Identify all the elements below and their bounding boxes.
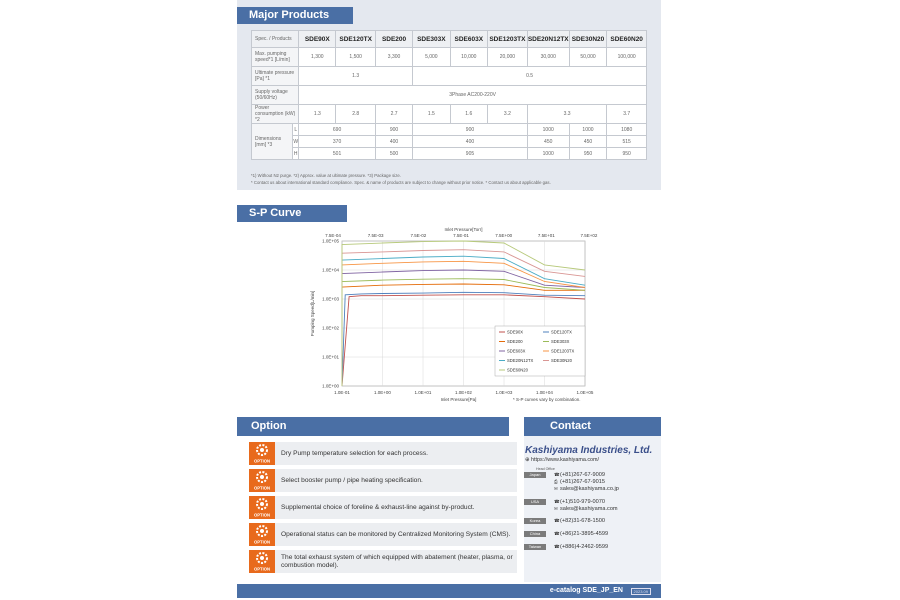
x-tick-label: 1.0E+03 [495,390,513,395]
option-badge-label: OPTION [253,512,271,518]
region-tag-japan: Japan [524,472,546,478]
taiwan-tel-number: (+886)4-2462-9599 [560,544,609,550]
speed-cell: 10,000 [450,48,487,67]
option-text: Operational status can be monitored by Centralized Monitoring System (CMS). [281,530,511,538]
option-badge [249,469,275,492]
top-tick-label: 7.5E+00 [495,233,513,238]
contact-panel [524,417,661,582]
y-tick-label: 1.0E+04 [322,267,339,273]
option-item [249,496,517,519]
products-spec-table [251,30,647,160]
dim-key: H [293,148,299,160]
top-axis-label: Inlet Pressure[Torr] [444,227,483,232]
top-tick-label: 7.5E-01 [453,233,469,238]
korea-tel [554,518,605,524]
option-item [249,550,517,573]
gear-icon [249,496,275,519]
x-tick-label: 1.0E+04 [536,390,553,395]
pressure-label: Ultimate pressure [Pa] *1 [252,67,299,86]
option-heading: Option [237,417,509,436]
gear-icon [249,442,275,465]
chart-note: * S-P curves vary by combination. [513,397,581,402]
power-cell: 3.3 [527,105,607,124]
region-tag-korea: Korea [524,518,546,524]
model-header: SDE90X [299,31,336,48]
dim-key: W [293,136,299,148]
gear-icon [249,550,275,573]
dimensions-label: Dimensions [mm] *3 [252,124,293,160]
dim-cell: 515 [607,136,647,148]
power-label: Power consumption (kW) *2 [252,105,299,124]
option-badge [249,442,275,465]
top-tick-label: 7.5E-04 [325,233,341,238]
dim-cell: 900 [413,124,528,136]
legend-label: SDE30N20 [551,358,572,363]
power-cell: 2.8 [336,105,376,124]
top-tick-label: 7.5E-02 [410,233,427,238]
sp-curve-chart [237,190,661,415]
dim-cell: 690 [299,124,376,136]
y-tick-label: 1.0E+05 [322,238,339,244]
korea-tel-number: (+82)31-678-1500 [560,518,605,524]
japan-mail-address[interactable]: sales@kashiyama.co.jp [560,486,619,492]
y-tick-label: 1.0E+03 [322,296,339,302]
speed-cell: 3,300 [375,48,412,67]
footer-bar [237,584,661,598]
major-products-section [237,0,661,190]
x-axis-label: Inlet Pressure[Pa] [440,397,477,402]
table-note-1: *1) Without N2 purge. *2) Approx. value at ultimate pressure. *3) Package size. [251,173,401,178]
catalog-page [237,0,661,600]
catalog-date: 2023.09 [631,588,651,595]
dim-key: L [293,124,299,136]
option-badge [249,496,275,519]
power-cell: 3.2 [488,105,528,124]
japan-mail[interactable] [554,486,619,492]
dim-cell: 400 [413,136,528,148]
dim-cell: 1000 [527,124,569,136]
option-text: Dry Pump temperature selection for each process. [281,449,428,457]
region-tag-china: China [524,531,546,537]
power-cell: 2.7 [375,105,412,124]
voltage-label: Supply voltage (50/60Hz) [252,86,299,105]
phone-icon: ☎ [554,544,560,549]
pressure-cell: 0.5 [413,67,647,86]
option-badge-label: OPTION [253,566,271,572]
power-cell: 1.5 [413,105,450,124]
legend-label: SDE200 [507,339,523,344]
speed-cell: 50,000 [569,48,607,67]
dim-cell: 950 [569,148,607,160]
phone-icon: ☎ [554,499,560,504]
x-tick-label: 1.0E+00 [374,390,391,395]
y-tick-label: 1.0E+01 [322,354,339,360]
region-tag-taiwan: Taiwan [524,544,546,550]
major-products-heading: Major Products [237,7,353,24]
pressure-cell: 1.3 [299,67,413,86]
y-tick-label: 1.0E+02 [322,325,339,331]
option-item [249,523,517,546]
model-header: SDE303X [413,31,450,48]
usa-mail[interactable] [554,506,618,512]
x-tick-label: 1.0E+02 [455,390,472,395]
website-url[interactable]: https://www.kashiyama.com/ [531,457,600,463]
model-header: SDE20N12TX [527,31,569,48]
gear-icon [249,469,275,492]
option-badge-label: OPTION [253,458,271,464]
power-cell: 3.7 [607,105,647,124]
option-item [249,442,517,465]
contact-heading: Contact [524,417,661,436]
x-tick-label: 1.0E+05 [576,390,594,395]
speed-cell: 20,000 [488,48,528,67]
gear-icon [249,523,275,546]
dim-cell: 950 [607,148,647,160]
dim-cell: 1080 [607,124,647,136]
legend-label: SDE120TX [551,329,572,335]
power-cell: 1.3 [299,105,336,124]
catalog-name: e-catalog SDE_JP_EN [549,587,623,594]
option-badge-label: OPTION [253,485,271,491]
usa-tel-number: (+1)510-979-0070 [560,499,605,505]
table-note-2: * Contact us about international standard compliance. Spec. & name of products are subject to change without prior notice. * Contact us about applicable gas. [251,180,551,185]
sp-curve-heading: S-P Curve [237,205,347,222]
option-badge-label: OPTION [253,539,271,545]
company-website[interactable] [525,457,599,463]
legend-label: SDE303X [551,339,570,344]
option-badge [249,550,275,573]
legend-label: SDE603X [507,348,526,354]
legend-label: SDE90X [507,329,524,335]
japan-tel-number: (+81)267-67-9009 [560,472,605,478]
model-header: SDE1203TX [488,31,528,48]
taiwan-tel [554,544,608,550]
japan-fax [554,479,605,485]
region-tag-usa: USA [524,499,546,505]
dim-cell: 1000 [527,148,569,160]
dim-cell: 501 [299,148,376,160]
china-tel [554,531,608,537]
dim-cell: 900 [375,124,412,136]
phone-icon: ☎ [554,518,560,523]
speed-cell: 100,000 [607,48,647,67]
speed-cell: 30,000 [527,48,569,67]
head-office-label: Head Office [536,467,555,471]
japan-tel [554,472,605,478]
y-axis-label: Pumping Speed[L/min] [310,290,315,337]
model-header: SDE603X [450,31,487,48]
japan-fax-number: (+81)267-67-9015 [560,479,605,485]
dim-cell: 450 [527,136,569,148]
option-text: Supplemental choice of foreline & exhaust-line against by-product. [281,503,475,511]
legend-label: SDE1203TX [551,348,575,354]
phone-icon: ☎ [554,472,560,477]
fax-icon: ⎙ [554,479,558,484]
dim-cell: 500 [375,148,412,160]
dim-cell: 905 [413,148,528,160]
china-tel-number: (+86)21-3895-4599 [560,531,609,537]
option-text: Select booster pump / pipe heating specification. [281,476,423,484]
voltage-cell: 3Phase AC200-220V [299,86,647,105]
power-cell: 1.6 [450,105,487,124]
option-item [249,469,517,492]
usa-tel [554,499,605,505]
sp-curve-section [237,190,661,415]
option-text: The total exhaust system of which equipped with abatement (heater, plasma, or combustion model). [281,553,513,569]
phone-icon: ☎ [554,531,560,536]
header-label: Spec. / Products [252,31,299,48]
dim-cell: 450 [569,136,607,148]
usa-mail-address[interactable]: sales@kashiyama.com [560,506,618,512]
speed-label: Max. pumping speed*1 [L/min] [252,48,299,67]
legend-label: SDE20N12TX [507,358,534,363]
speed-cell: 5,000 [413,48,450,67]
option-badge [249,523,275,546]
top-tick-label: 7.5E+02 [580,233,598,238]
chart-legend [495,326,585,376]
speed-cell: 1,300 [299,48,336,67]
model-header: SDE200 [375,31,412,48]
x-tick-label: 1.0E+01 [414,390,432,395]
model-header: SDE60N20 [607,31,647,48]
top-tick-label: 7.5E+01 [537,233,555,238]
globe-icon: ⊕ [525,457,532,463]
speed-cell: 1,500 [336,48,376,67]
dim-cell: 370 [299,136,376,148]
top-tick-label: 7.5E-03 [367,233,384,238]
mail-icon: ✉ [554,486,558,491]
dim-cell: 400 [375,136,412,148]
model-header: SDE30N20 [569,31,607,48]
legend-label: SDE60N20 [507,367,528,373]
y-tick-label: 1.0E+00 [322,383,339,389]
x-tick-label: 1.0E-01 [334,390,350,395]
dim-cell: 1000 [569,124,607,136]
mail-icon: ✉ [554,506,558,511]
model-header: SDE120TX [336,31,376,48]
company-name: Kashiyama Industries, Ltd. [525,445,653,456]
